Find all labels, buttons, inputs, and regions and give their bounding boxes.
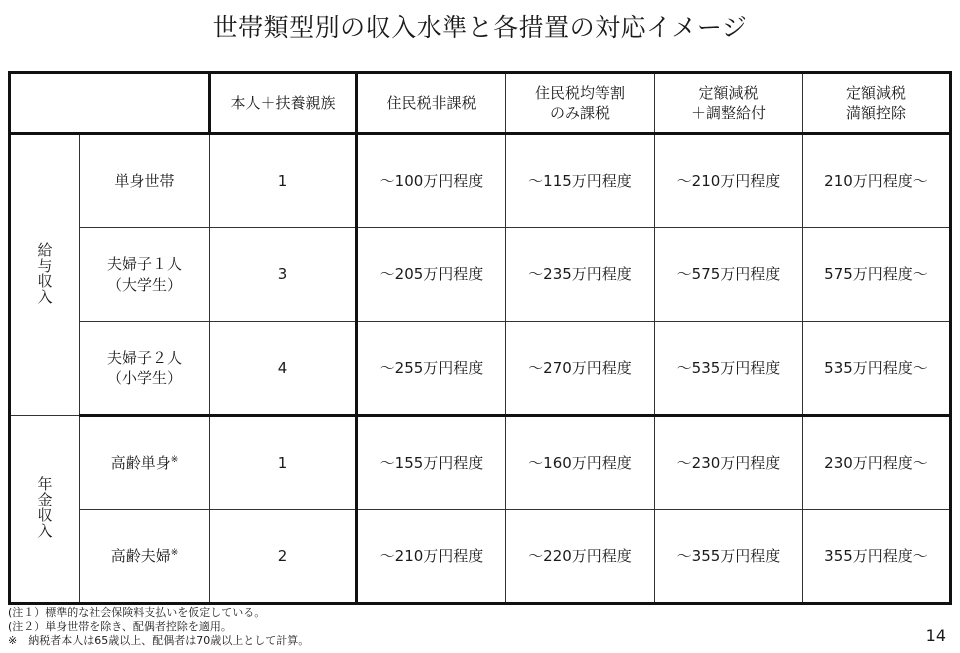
footnote-1: (注１）標準的な社会保険料支払いを仮定している。 bbox=[8, 606, 266, 619]
value-cell: ～535万円程度 bbox=[655, 322, 803, 416]
page-number: 14 bbox=[925, 626, 946, 645]
header-corner-cell bbox=[10, 73, 210, 134]
header-cell-reduction-plus-adjustment: 定額減税 ＋調整給付 bbox=[655, 73, 803, 134]
table-row bbox=[10, 134, 951, 228]
value-cell: ～115万円程度 bbox=[506, 134, 655, 228]
dependents-count-cell: 3 bbox=[210, 228, 357, 322]
value-cell: ～575万円程度 bbox=[655, 228, 803, 322]
value-cell: ～155万円程度 bbox=[357, 416, 506, 510]
dependents-count-cell: 1 bbox=[210, 134, 357, 228]
header-cell-non-taxable: 住民税非課税 bbox=[357, 73, 506, 134]
dependents-count-cell: 4 bbox=[210, 322, 357, 416]
value-cell: 575万円程度～ bbox=[803, 228, 951, 322]
value-cell: 355万円程度～ bbox=[803, 510, 951, 604]
group-label-pension: 年 金 収 入 bbox=[10, 416, 80, 604]
footnote-mark: ※ bbox=[170, 547, 179, 558]
table-row bbox=[10, 228, 951, 322]
value-cell: ～270万円程度 bbox=[506, 322, 655, 416]
dependents-count-cell: 1 bbox=[210, 416, 357, 510]
table-row bbox=[10, 416, 951, 510]
table-header-row bbox=[10, 73, 951, 134]
value-cell: 210万円程度～ bbox=[803, 134, 951, 228]
value-cell: ～235万円程度 bbox=[506, 228, 655, 322]
value-cell: 230万円程度～ bbox=[803, 416, 951, 510]
table-row bbox=[10, 322, 951, 416]
household-type-cell: 高齢夫婦※ bbox=[80, 510, 210, 604]
income-threshold-table bbox=[8, 71, 952, 605]
value-cell: ～160万円程度 bbox=[506, 416, 655, 510]
header-cell-dependents: 本人＋扶養親族 bbox=[210, 73, 357, 134]
value-cell: ～210万円程度 bbox=[357, 510, 506, 604]
value-cell: ～205万円程度 bbox=[357, 228, 506, 322]
footnote-3: ※ 納税者本人は65歳以上、配偶者は70歳以上として計算。 bbox=[8, 634, 310, 647]
group-label-salary: 給 与 収 入 bbox=[10, 134, 80, 416]
value-cell: ～220万円程度 bbox=[506, 510, 655, 604]
household-type-cell: 夫婦子１人 （大学生） bbox=[80, 228, 210, 322]
value-cell: ～255万円程度 bbox=[357, 322, 506, 416]
value-cell: ～210万円程度 bbox=[655, 134, 803, 228]
value-cell: ～100万円程度 bbox=[357, 134, 506, 228]
household-type-cell: 単身世帯 bbox=[80, 134, 210, 228]
value-cell: 535万円程度～ bbox=[803, 322, 951, 416]
footnotes bbox=[8, 606, 309, 648]
page-title: 世帯類型別の収入水準と各措置の対応イメージ bbox=[212, 13, 748, 42]
footnote-2: (注２）単身世帯を除き、配偶者控除を適用。 bbox=[8, 620, 232, 633]
household-type-cell: 高齢単身※ bbox=[80, 416, 210, 510]
household-type-cell: 夫婦子２人 （小学生） bbox=[80, 322, 210, 416]
value-cell: ～230万円程度 bbox=[655, 416, 803, 510]
header-cell-per-capita-only: 住民税均等割 のみ課税 bbox=[506, 73, 655, 134]
dependents-count-cell: 2 bbox=[210, 510, 357, 604]
table-row bbox=[10, 510, 951, 604]
header-cell-full-reduction: 定額減税 満額控除 bbox=[803, 73, 951, 134]
value-cell: ～355万円程度 bbox=[655, 510, 803, 604]
footnote-mark: ※ bbox=[170, 454, 179, 465]
